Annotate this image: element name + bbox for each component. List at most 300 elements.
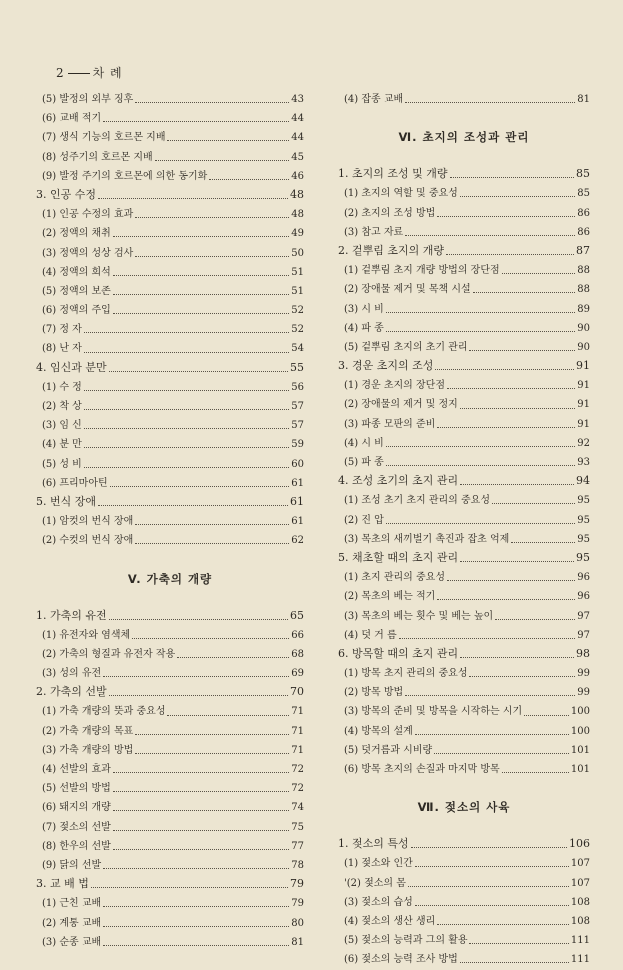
entry-label: (7) 정 자 [42,324,82,336]
toc-subsection-entry[interactable] [338,261,590,280]
header-title: 차 례 [92,66,123,80]
entry-page-number: 60 [291,458,304,470]
entry-label: (6) 정액의 주입 [42,305,111,317]
entry-label: (3) 목초의 베는 횟수 및 베는 높이 [344,610,494,622]
dot-leader [135,102,289,103]
entry-label: (7) 젖소의 선발 [42,821,111,833]
entry-page-number: 91 [577,380,590,392]
dot-leader [135,734,289,735]
entry-label: 2. 겉뿌림 초지의 개량 [338,243,444,257]
dot-leader [110,486,290,487]
toc-subsection-entry[interactable] [36,626,304,645]
entry-page-number: 55 [290,360,304,374]
entry-label: (2) 가축의 형질과 유전자 작용 [42,648,176,660]
toc-subsection-entry[interactable] [36,856,304,875]
entry-label: (9) 닭의 선발 [42,859,102,871]
dot-leader [460,657,574,658]
dot-leader [502,273,576,274]
entry-page-number: 90 [577,341,590,353]
entry-label: (3) 시 비 [344,303,384,315]
toc-subsection-entry[interactable] [338,683,590,702]
entry-label: (4) 시 비 [344,437,384,449]
toc-section-entry[interactable] [338,357,590,376]
dot-leader [386,331,575,332]
dot-leader [167,715,289,716]
entry-page-number: 91 [577,418,590,430]
chapter-heading: Ⅵ. 초지의 조성과 관리 [398,130,530,145]
entry-page-number: 101 [570,744,590,756]
dot-leader [113,830,289,831]
entry-label: (4) 잡종 교배 [344,94,404,105]
dot-leader [103,121,289,122]
dot-leader [113,849,289,850]
entry-label: (1) 초지의 역할 및 중요성 [344,188,458,200]
dot-leader [524,715,569,716]
section-gap [338,109,590,119]
entry-page-number: 69 [291,668,304,680]
toc-subsection-entry[interactable] [338,395,590,414]
entry-page-number: 52 [291,324,304,336]
entry-label: (5) 덧거름과 시비량 [344,744,433,756]
dot-leader [84,467,289,468]
section-gap [338,825,590,835]
entry-page-number: 85 [577,188,590,200]
toc-section-entry[interactable] [338,165,590,184]
entry-page-number: 81 [291,936,304,948]
entry-page-number: 94 [576,474,590,488]
entry-page-number: 61 [291,477,304,489]
entry-page-number: 107 [570,877,590,889]
toc-subsection-entry[interactable] [338,204,590,223]
toc-subsection-entry[interactable] [338,491,590,510]
dot-leader [109,619,288,620]
toc-subsection-entry[interactable] [36,837,304,856]
toc-subsection-entry[interactable] [36,244,304,263]
entry-page-number: 71 [291,706,304,718]
toc-subsection-entry[interactable] [338,568,590,587]
dot-leader [113,791,289,792]
entry-page-number: 87 [576,243,590,257]
entry-page-number: 68 [291,648,304,660]
dot-leader [132,638,289,639]
entry-label: (5) 젖소의 능력과 그의 활용 [344,935,468,947]
dot-leader [460,484,574,485]
dot-leader [135,543,289,544]
entry-page-number: 107 [570,858,590,870]
toc-subsection-entry[interactable] [36,933,304,952]
toc-subsection-entry[interactable] [36,128,304,147]
entry-page-number: 78 [291,859,304,871]
entry-label: (4) 파 종 [344,322,384,334]
dot-leader [386,465,575,466]
entry-page-number: 46 [291,170,304,182]
dot-leader [399,638,576,639]
entry-page-number: 80 [291,917,304,929]
dot-leader [446,254,574,255]
toc-subsection-entry[interactable] [338,607,590,626]
entry-page-number: 111 [570,935,590,947]
dot-leader [473,292,576,293]
dot-leader [84,447,289,448]
entry-page-number: 108 [570,915,590,927]
dot-leader [460,561,574,562]
toc-section-entry[interactable] [338,242,590,261]
toc-subsection-entry[interactable] [36,397,304,416]
entry-label: (5) 성 비 [42,458,82,470]
dot-leader [492,503,575,504]
entry-page-number: 92 [577,437,590,449]
entry-label: (1) 경운 초지의 장단점 [344,380,445,392]
toc-section-entry[interactable] [338,472,590,491]
entry-page-number: 111 [570,954,590,966]
toc-subsection-entry[interactable] [338,300,590,319]
entry-page-number: 44 [291,113,304,125]
toc-subsection-entry[interactable] [338,664,590,683]
toc-subsection-entry[interactable] [338,626,590,645]
entry-label: 5. 채초할 때의 초지 관리 [338,550,459,564]
dot-leader [103,676,289,677]
toc-section-entry[interactable] [36,607,304,626]
dot-leader [437,924,569,925]
entry-label: (4) 방목의 설계 [344,725,413,737]
dot-leader [84,409,289,410]
entry-page-number: 97 [577,610,590,622]
entry-label: 1. 가축의 유전 [36,608,107,622]
dot-leader [135,524,289,525]
dot-leader [84,352,289,353]
page-number: 2 [56,66,65,80]
entry-label: 1. 젖소의 특성 [338,837,409,851]
entry-page-number: 95 [577,514,590,526]
entry-label: 3. 경운 초지의 조성 [338,359,434,373]
entry-page-number: 51 [291,285,304,297]
dot-leader [113,275,289,276]
toc-subsection-entry[interactable] [338,702,590,721]
toc-subsection-entry[interactable] [36,741,304,760]
dot-leader [405,695,575,696]
toc-section-entry[interactable] [36,359,304,378]
dot-leader [437,599,575,600]
toc-subsection-entry[interactable] [36,109,304,128]
toc-subsection-entry[interactable] [36,531,304,550]
toc-subsection-entry[interactable] [338,854,590,873]
dot-leader [103,906,289,907]
entry-page-number: 51 [291,266,304,278]
entry-page-number: 71 [291,725,304,737]
entry-page-number: 50 [291,247,304,259]
entry-label: 2. 가축의 선발 [36,685,107,699]
toc-subsection-entry[interactable] [36,818,304,837]
entry-label: 3. 교 배 법 [36,877,89,891]
toc-subsection-entry[interactable] [338,453,590,472]
dot-leader [447,388,575,389]
dot-leader [98,505,288,506]
toc-subsection-entry[interactable] [36,339,304,358]
dot-leader [177,657,289,658]
entry-page-number: 57 [291,401,304,412]
dot-leader [469,676,575,677]
entry-label: (2) 착 상 [42,401,82,412]
entry-label: (3) 정액의 성상 검사 [42,247,134,259]
entry-page-number: 100 [570,706,590,718]
toc-section-entry[interactable] [36,493,304,512]
toc-subsection-entry[interactable] [338,760,590,779]
section-gap [338,779,590,789]
entry-page-number: 95 [577,495,590,507]
entry-label: (2) 장애물의 제거 및 정지 [344,399,458,411]
toc-subsection-entry[interactable] [36,779,304,798]
dot-leader [84,390,289,391]
page-header [56,64,123,81]
entry-page-number: 79 [290,877,304,891]
toc-section-entry[interactable] [36,875,304,894]
toc-subsection-entry[interactable] [36,205,304,224]
dot-leader [155,160,290,161]
entry-page-number: 96 [577,572,590,584]
toc-subsection-entry[interactable] [36,645,304,664]
toc-subsection-entry[interactable] [338,722,590,741]
entry-page-number: 77 [291,840,304,852]
toc-subsection-entry[interactable] [338,530,590,549]
toc-subsection-entry[interactable] [338,90,590,109]
entry-label: (6) 젖소의 능력 조사 방법 [344,954,458,966]
toc-subsection-entry[interactable] [338,184,590,203]
entry-page-number: 56 [291,381,304,393]
entry-label: (5) 파 종 [344,457,384,468]
entry-label: (8) 성주기의 호르몬 지배 [42,151,153,163]
entry-label: (3) 임 신 [42,420,82,432]
dot-leader [460,408,575,409]
toc-subsection-entry[interactable] [338,223,590,242]
entry-label: (3) 참고 자료 [344,226,404,238]
toc-subsection-entry[interactable] [36,416,304,435]
toc-subsection-entry[interactable] [36,320,304,339]
toc-subsection-entry[interactable] [36,760,304,779]
entry-page-number: 91 [576,359,590,373]
toc-subsection-entry[interactable] [36,167,304,186]
dot-leader [511,542,575,543]
dot-leader [460,962,569,963]
toc-subsection-entry[interactable] [338,874,590,893]
dot-leader [435,369,574,370]
entry-label: (4) 선발의 효과 [42,764,111,775]
entry-label: (6) 교배 적기 [42,113,102,125]
toc-subsection-entry[interactable] [338,280,590,299]
dot-leader [103,945,289,946]
entry-label: (1) 수 정 [42,381,82,393]
toc-subsection-entry[interactable] [36,148,304,167]
entry-page-number: 91 [577,399,590,411]
toc-subsection-entry[interactable] [36,282,304,301]
dot-leader [415,866,569,867]
entry-page-number: 108 [570,896,590,908]
entry-label: (1) 근친 교배 [42,898,102,910]
toc-section-entry[interactable] [36,683,304,702]
entry-label: (2) 방목 방법 [344,687,404,699]
entry-page-number: 85 [576,167,590,181]
toc-section-entry[interactable] [338,645,590,664]
entry-label: (3) 방목의 준비 및 방목을 시작하는 시기 [344,706,523,718]
toc-subsection-entry[interactable] [36,722,304,741]
entry-label: (4) 젖소의 생산 생리 [344,915,436,927]
toc-subsection-entry[interactable] [338,741,590,760]
toc-subsection-entry[interactable] [36,301,304,320]
entry-page-number: 44 [291,132,304,144]
entry-label: '(2) 젖소의 몸 [344,877,406,889]
entry-page-number: 74 [291,802,304,814]
entry-label: (5) 정액의 보존 [42,285,111,297]
entry-page-number: 70 [290,685,304,699]
toc-subsection-entry[interactable] [338,912,590,931]
toc-subsection-entry[interactable] [338,376,590,395]
dot-leader [437,216,575,217]
entry-page-number: 99 [577,687,590,699]
section-gap [338,155,590,165]
entry-label: (2) 장애물 제거 및 목책 시설 [344,284,471,296]
dot-leader [103,868,289,869]
entry-label: (1) 방목 초지 관리의 중요성 [344,668,468,680]
dot-leader [84,332,289,333]
toc-subsection-entry[interactable] [338,511,590,530]
entry-label: (1) 초지 관리의 중요성 [344,572,445,584]
toc-right-column [338,90,590,970]
entry-page-number: 88 [577,265,590,277]
entry-label: (4) 정액의 희석 [42,266,111,278]
entry-page-number: 95 [577,533,590,545]
dot-leader [386,446,575,447]
toc-subsection-entry[interactable] [36,664,304,683]
entry-page-number: 95 [576,550,590,564]
toc-subsection-entry[interactable] [338,931,590,950]
toc-subsection-entry[interactable] [36,224,304,243]
entry-page-number: 96 [577,591,590,603]
entry-label: (5) 선발의 방법 [42,783,111,795]
entry-page-number: 98 [576,646,590,660]
toc-subsection-entry[interactable] [338,587,590,606]
dot-leader [98,198,288,199]
dot-leader [386,523,575,524]
entry-label: (2) 정액의 채취 [42,228,111,240]
entry-page-number: 43 [291,94,304,105]
dot-leader [386,312,575,313]
chapter-heading: V. 가축의 개량 [127,571,213,586]
entry-label: (4) 분 만 [42,439,82,451]
entry-label: (6) 돼지의 개량 [42,802,111,814]
section-gap [36,597,304,607]
dot-leader [91,887,288,888]
toc-section-entry[interactable] [338,835,590,854]
dot-leader [167,140,289,141]
entry-page-number: 100 [570,725,590,737]
entry-label: (2) 가축 개량의 목표 [42,725,134,737]
toc-subsection-entry[interactable] [36,798,304,817]
dot-leader [469,350,575,351]
entry-page-number: 57 [291,420,304,432]
toc-subsection-entry[interactable] [338,319,590,338]
entry-page-number: 48 [290,187,304,201]
entry-page-number: 93 [577,457,590,468]
entry-page-number: 89 [577,303,590,315]
toc-subsection-entry[interactable] [36,512,304,531]
entry-label: (1) 조성 초기 초지 관리의 중요성 [344,495,490,507]
dot-leader [460,196,575,197]
dot-leader [135,256,289,257]
dot-leader [209,179,289,180]
entry-label: (5) 겉뿌림 초지의 초기 관리 [344,341,468,353]
entry-label: 4. 임신과 분만 [36,360,107,374]
toc-subsection-entry[interactable] [338,950,590,969]
toc-subsection-entry[interactable] [36,702,304,721]
entry-label: 6. 방목할 때의 초지 관리 [338,646,459,660]
entry-page-number: 97 [577,629,590,641]
section-gap [36,551,304,561]
dot-leader [135,753,289,754]
toc-subsection-entry[interactable] [36,894,304,913]
dot-leader [450,177,575,178]
entry-label: (1) 유전자와 염색체 [42,629,131,641]
entry-page-number: 79 [291,898,304,910]
toc-subsection-entry[interactable] [338,415,590,434]
entry-page-number: 61 [291,516,304,528]
dot-leader [113,294,289,295]
entry-label: (2) 목초의 베는 적기 [344,591,436,603]
entry-page-number: 49 [291,228,304,240]
toc-subsection-entry[interactable] [338,434,590,453]
dot-leader [113,772,289,773]
entry-page-number: 106 [569,837,590,851]
toc-subsection-entry[interactable] [36,474,304,493]
entry-label: (2) 수컷의 번식 장애 [42,535,134,547]
dot-leader [408,886,569,887]
entry-page-number: 48 [291,209,304,221]
entry-label: (1) 가축 개량의 뜻과 중요성 [42,706,166,718]
entry-label: (1) 인공 수정의 효과 [42,209,134,221]
entry-page-number: 62 [291,535,304,547]
toc-section-entry[interactable] [36,186,304,205]
dot-leader [434,753,569,754]
entry-label: (3) 파종 모판의 준비 [344,418,436,430]
entry-label: (2) 계통 교배 [42,917,102,929]
dot-leader [502,772,569,773]
toc-subsection-entry[interactable] [36,90,304,109]
toc-subsection-entry[interactable] [36,914,304,933]
entry-page-number: 52 [291,305,304,317]
entry-label: (2) 진 압 [344,514,384,526]
entry-label: (3) 순종 교배 [42,936,102,948]
entry-page-number: 81 [577,94,590,105]
dot-leader [469,943,568,944]
toc-subsection-entry[interactable] [36,263,304,282]
entry-page-number: 86 [577,207,590,219]
entry-page-number: 101 [570,764,590,775]
dot-leader [84,428,289,429]
entry-page-number: 88 [577,284,590,296]
toc-subsection-entry[interactable] [36,435,304,454]
entry-label: (3) 젖소의 습성 [344,896,413,908]
dot-leader [415,734,569,735]
toc-subsection-entry[interactable] [36,378,304,397]
toc-section-entry[interactable] [338,549,590,568]
dot-leader [113,810,289,811]
entry-label: (6) 방목 초지의 손질과 마지막 방목 [344,764,500,775]
toc-subsection-entry[interactable] [338,338,590,357]
entry-page-number: 66 [291,629,304,641]
entry-page-number: 86 [577,226,590,238]
dot-leader [437,427,575,428]
entry-page-number: 75 [291,821,304,833]
entry-label: (9) 발정 주기의 호르몬에 의한 동기화 [42,170,208,182]
toc-subsection-entry[interactable] [36,455,304,474]
